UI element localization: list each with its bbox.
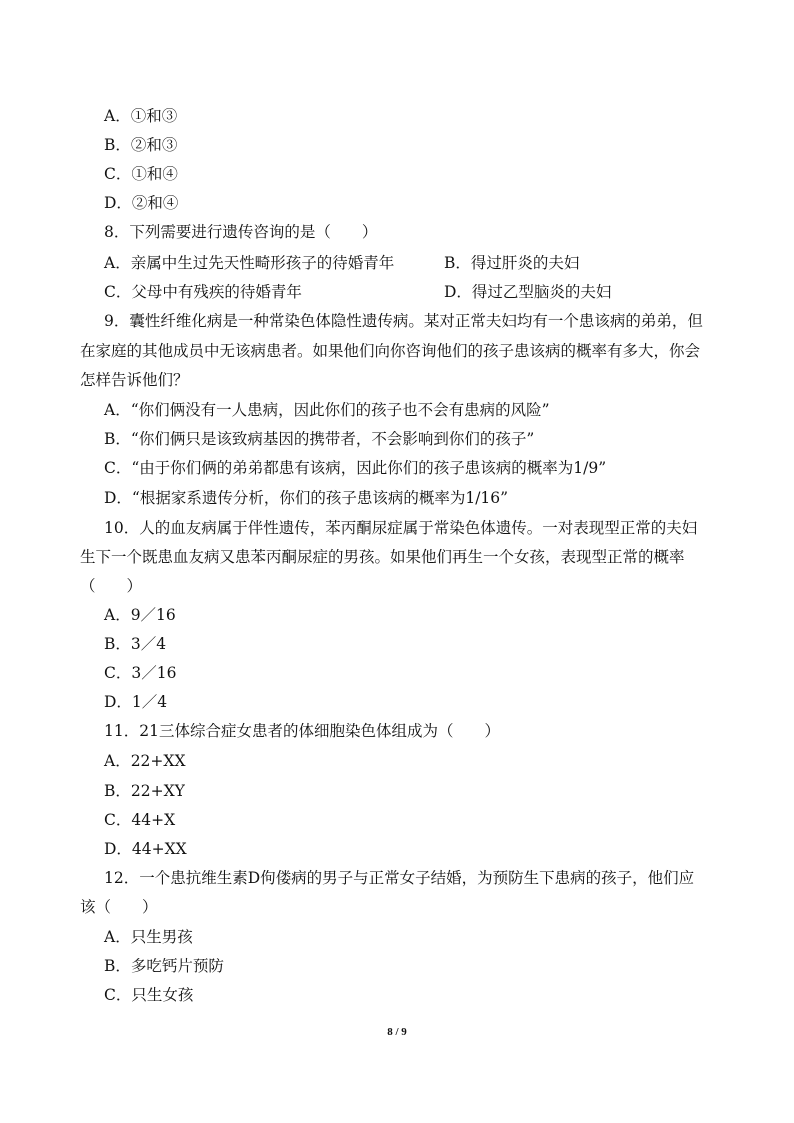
- option-7a: A．①和③: [104, 107, 178, 125]
- option-12a: A．只生男孩: [104, 928, 193, 946]
- option-10a: A．9／16: [104, 606, 176, 624]
- question-12-line2: 该（ ）: [80, 898, 158, 916]
- option-7d: D．②和④: [104, 194, 179, 212]
- option-9d: D．“根据家系遗传分析，你们的孩子患该病的概率为1/16”: [104, 489, 509, 507]
- question-8: 8．下列需要进行遗传咨询的是（ ）: [104, 223, 378, 241]
- question-10-line1: 10．人的血友病属于伴性遗传，苯丙酮尿症属于常染色体遗传。一对表现型正常的夫妇: [104, 519, 698, 537]
- option-10c: C．3／16: [104, 664, 177, 682]
- option-12b: B．多吃钙片预防: [104, 957, 224, 975]
- option-8b: B．得过肝炎的夫妇: [444, 254, 580, 272]
- question-9-line2: 在家庭的其他成员中无该病患者。如果他们向你咨询他们的孩子患该病的概率有多大，你会: [80, 342, 701, 360]
- option-9b: B．“你们俩只是该致病基因的携带者，不会影响到你们的孩子”: [104, 430, 535, 448]
- question-9-line3: 怎样告诉他们？: [80, 371, 189, 389]
- option-11a: A．22+XX: [104, 752, 186, 770]
- option-8a: A．亲属中生过先天性畸形孩子的待婚青年: [104, 254, 395, 272]
- question-9-line1: 9．囊性纤维化病是一种常染色体隐性遗传病。某对正常夫妇均有一个患该病的弟弟，但: [104, 312, 703, 330]
- page-number: 8 / 9: [387, 1026, 407, 1038]
- option-11c: C．44+X: [104, 811, 176, 829]
- question-11: 11．21三体综合症女患者的体细胞染色体组成为（ ）: [104, 722, 500, 740]
- option-9a: A．“你们俩没有一人患病，因此你们的孩子也不会有患病的风险”: [104, 401, 550, 419]
- option-11d: D．44+XX: [104, 840, 187, 858]
- option-9c: C．“由于你们俩的弟弟都患有该病，因此你们的孩子患该病的概率为1/9”: [104, 459, 607, 477]
- option-8d: D．得过乙型脑炎的夫妇: [444, 283, 612, 301]
- option-10b: B．3／4: [104, 635, 167, 653]
- question-10-line3: （ ）: [80, 577, 143, 595]
- question-12-line1: 12．一个患抗维生素D佝偻病的男子与正常女子结婚，为预防生下患病的孩子，他们应: [104, 869, 695, 887]
- option-11b: B．22+XY: [104, 782, 185, 800]
- option-7c: C．①和④: [104, 165, 178, 183]
- option-7b: B．②和③: [104, 136, 178, 154]
- option-8c: C．父母中有残疾的待婚青年: [104, 283, 302, 301]
- option-12c: C．只生女孩: [104, 986, 194, 1004]
- question-10-line2: 生下一个既患血友病又患苯丙酮尿症的男孩。如果他们再生一个女孩，表现型正常的概率: [80, 548, 685, 566]
- option-10d: D．1／4: [104, 693, 168, 711]
